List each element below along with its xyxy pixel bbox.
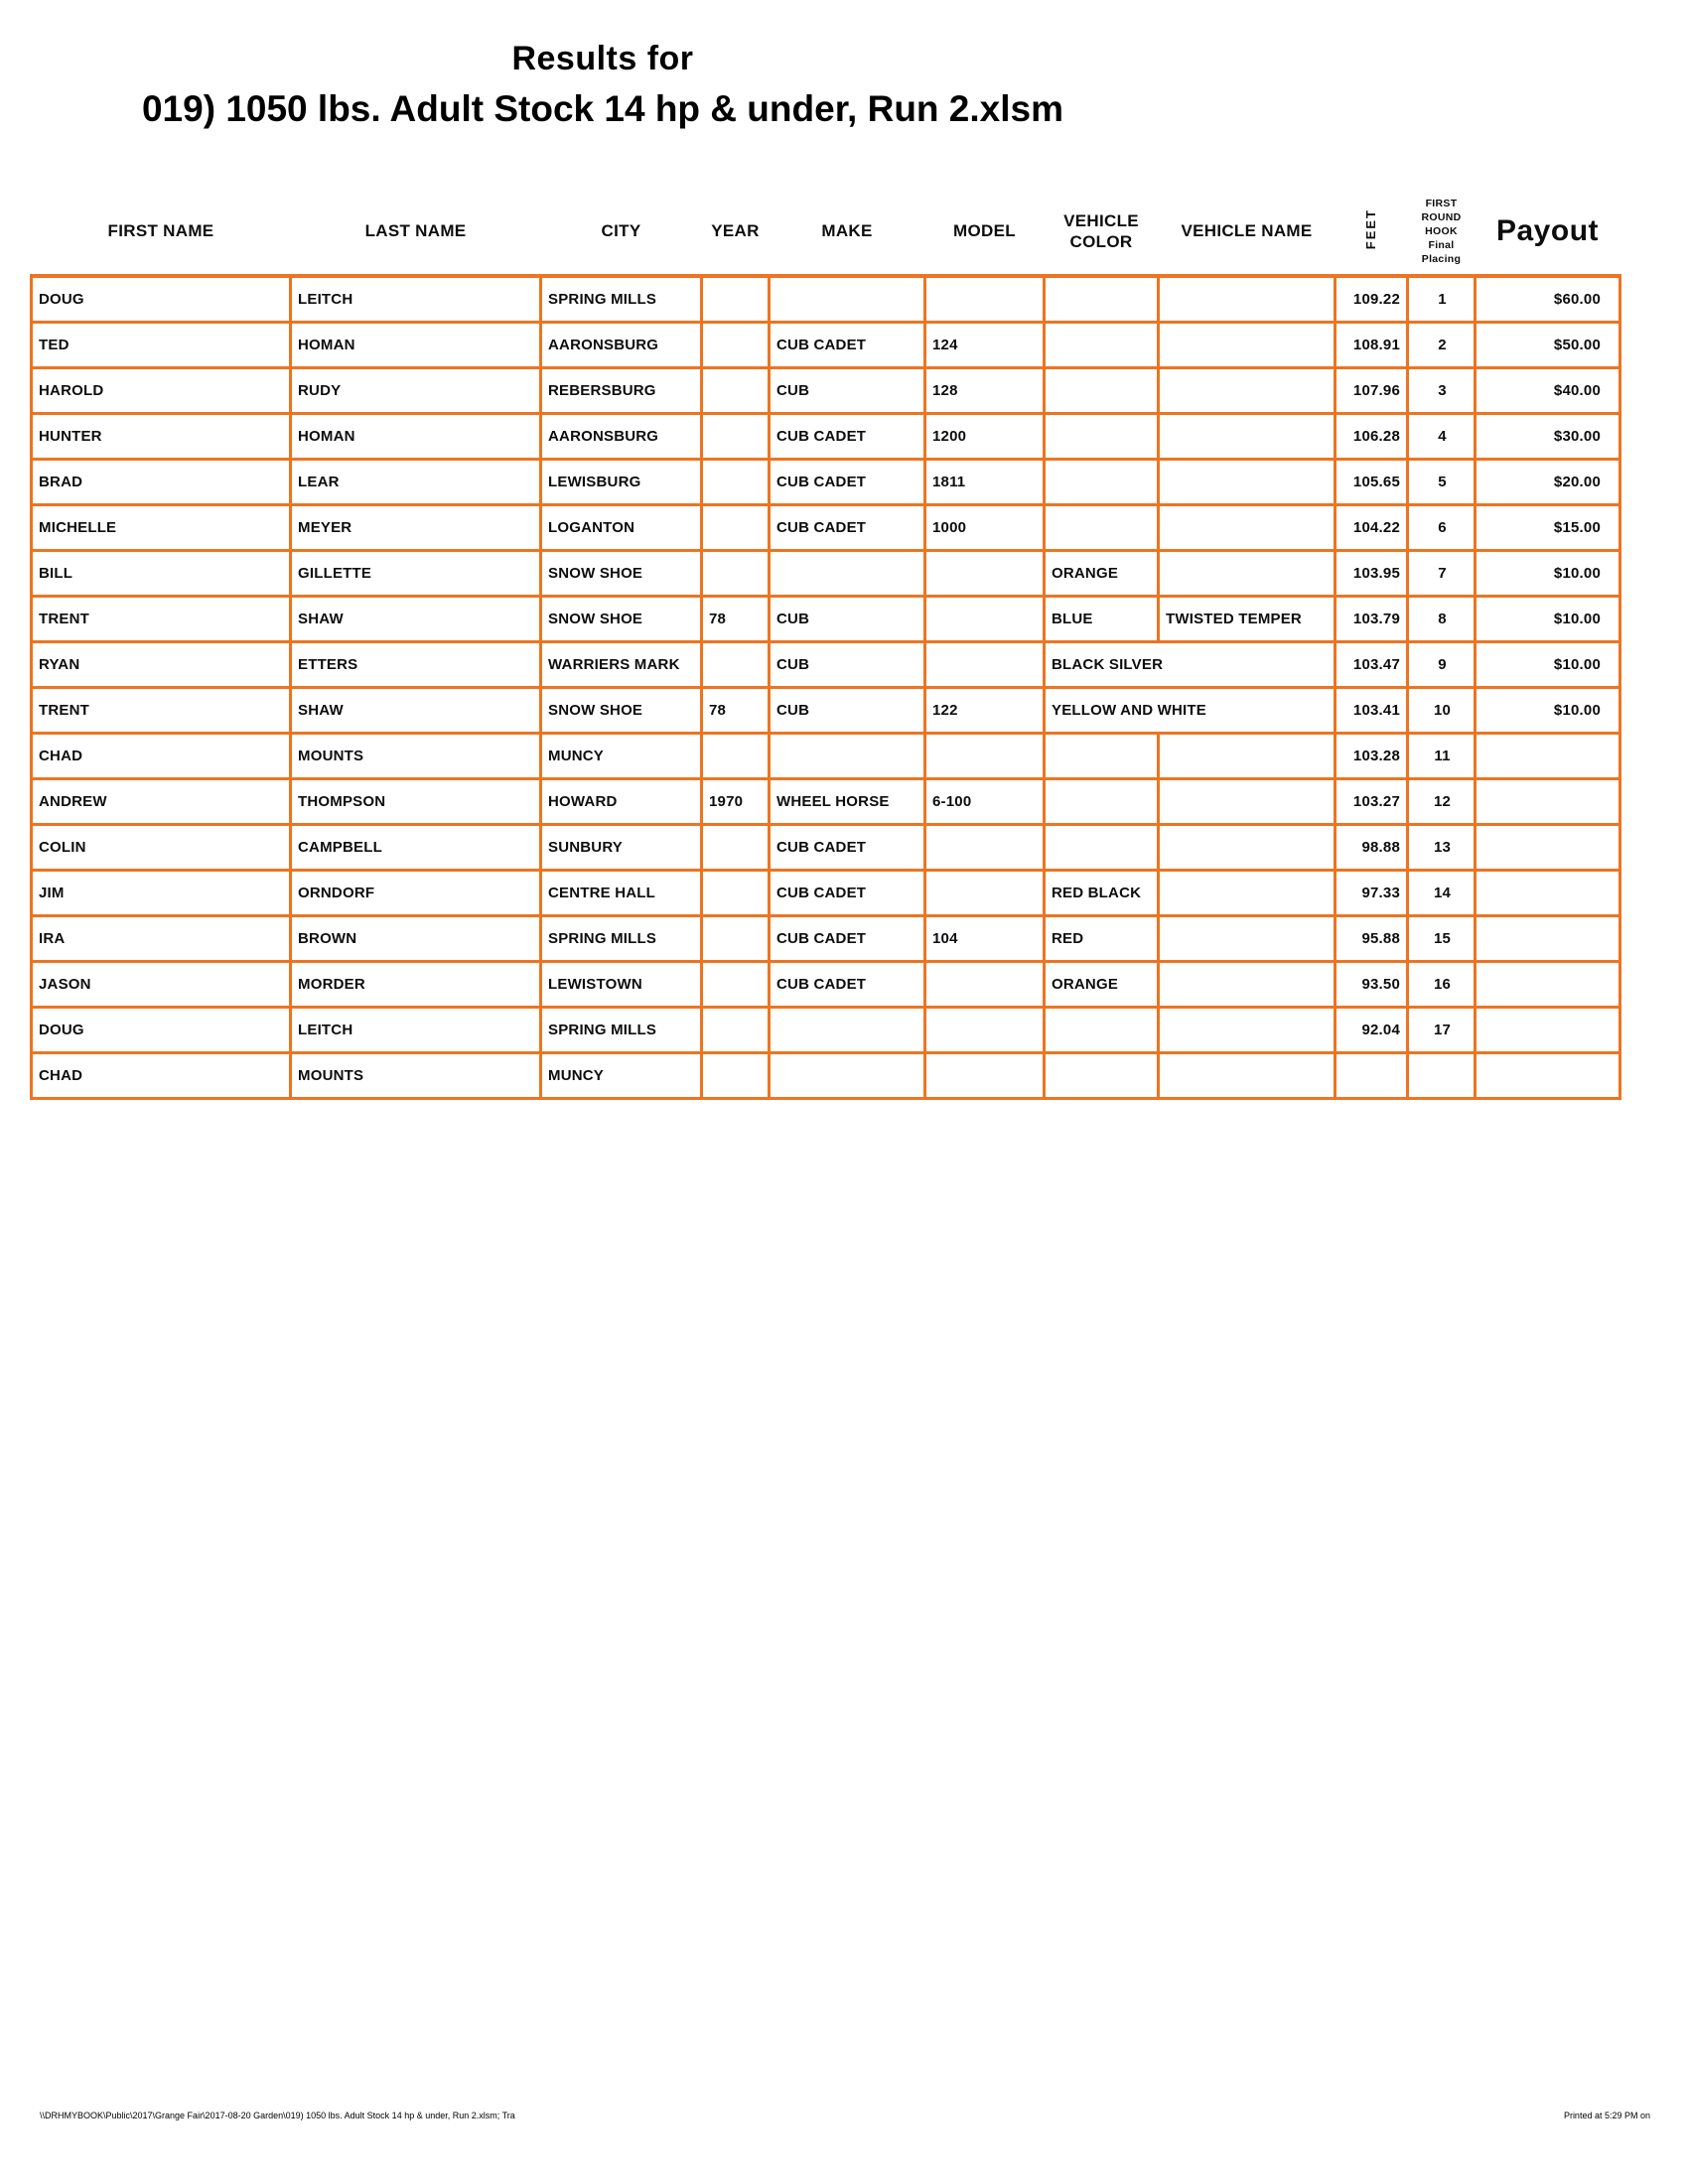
year-cell bbox=[702, 961, 770, 1007]
year-cell bbox=[702, 824, 770, 870]
table-row bbox=[32, 778, 1620, 824]
make-cell: CUB CADET bbox=[770, 413, 925, 459]
city-cell: LOGANTON bbox=[541, 504, 702, 550]
hook-header-line: Final bbox=[1428, 239, 1455, 252]
year-cell bbox=[702, 641, 770, 687]
first-name-cell: JASON bbox=[32, 961, 291, 1007]
model-cell bbox=[925, 1007, 1045, 1052]
column-header-feet bbox=[1336, 189, 1408, 276]
make-cell: CUB bbox=[770, 641, 925, 687]
last-name-cell: SHAW bbox=[291, 596, 541, 641]
vehicle-name-cell bbox=[1159, 778, 1336, 824]
payout-cell bbox=[1476, 824, 1620, 870]
feet-cell: 93.50 bbox=[1336, 961, 1408, 1007]
vehicle-color-cell: BLUE bbox=[1045, 596, 1159, 641]
feet-cell: 92.04 bbox=[1336, 1007, 1408, 1052]
vehicle-name-cell bbox=[1159, 276, 1336, 322]
year-cell bbox=[702, 1052, 770, 1098]
table-row bbox=[32, 733, 1620, 778]
model-cell: 104 bbox=[925, 915, 1045, 961]
column-header-hook-placing bbox=[1408, 189, 1476, 276]
placing-cell: 9 bbox=[1408, 641, 1476, 687]
model-cell bbox=[925, 596, 1045, 641]
payout-cell: $60.00 bbox=[1476, 276, 1620, 322]
vehicle-color-cell bbox=[1045, 778, 1159, 824]
table-row bbox=[32, 870, 1620, 915]
last-name-cell: LEAR bbox=[291, 459, 541, 504]
feet-cell: 103.27 bbox=[1336, 778, 1408, 824]
last-name-cell: THOMPSON bbox=[291, 778, 541, 824]
feet-cell bbox=[1336, 1052, 1408, 1098]
feet-cell: 109.22 bbox=[1336, 276, 1408, 322]
year-cell bbox=[702, 504, 770, 550]
make-cell: CUB CADET bbox=[770, 961, 925, 1007]
last-name-cell: CAMPBELL bbox=[291, 824, 541, 870]
vehicle-name-cell bbox=[1159, 550, 1336, 596]
placing-cell: 6 bbox=[1408, 504, 1476, 550]
placing-cell: 14 bbox=[1408, 870, 1476, 915]
vehicle-name-cell bbox=[1159, 961, 1336, 1007]
page-title-block bbox=[0, 40, 1205, 130]
results-table bbox=[30, 189, 1621, 1100]
table-row bbox=[32, 915, 1620, 961]
city-cell: REBERSBURG bbox=[541, 367, 702, 413]
placing-cell: 2 bbox=[1408, 322, 1476, 367]
make-cell: CUB bbox=[770, 687, 925, 733]
table-row bbox=[32, 961, 1620, 1007]
hook-header-line: ROUND bbox=[1421, 210, 1462, 223]
city-cell: HOWARD bbox=[541, 778, 702, 824]
payout-cell: $10.00 bbox=[1476, 687, 1620, 733]
model-cell bbox=[925, 870, 1045, 915]
year-cell: 78 bbox=[702, 596, 770, 641]
feet-cell: 103.79 bbox=[1336, 596, 1408, 641]
year-cell bbox=[702, 367, 770, 413]
first-name-cell: IRA bbox=[32, 915, 291, 961]
vehicle-name-cell bbox=[1159, 824, 1336, 870]
table-row bbox=[32, 504, 1620, 550]
city-cell: WARRIERS MARK bbox=[541, 641, 702, 687]
year-cell bbox=[702, 550, 770, 596]
vehicle-color-cell bbox=[1045, 322, 1159, 367]
payout-cell: $10.00 bbox=[1476, 641, 1620, 687]
last-name-cell: ETTERS bbox=[291, 641, 541, 687]
column-header-last-name: LAST NAME bbox=[291, 189, 541, 276]
vehicle-color-cell bbox=[1045, 1007, 1159, 1052]
make-cell: CUB bbox=[770, 367, 925, 413]
results-table-header bbox=[32, 189, 1620, 276]
last-name-cell: GILLETTE bbox=[291, 550, 541, 596]
make-cell: CUB CADET bbox=[770, 915, 925, 961]
vehicle-name-cell bbox=[1159, 870, 1336, 915]
model-cell bbox=[925, 961, 1045, 1007]
hook-header-line: Placing bbox=[1421, 253, 1462, 266]
city-cell: SUNBURY bbox=[541, 824, 702, 870]
vehicle-color-cell bbox=[1045, 733, 1159, 778]
vehicle-name-cell bbox=[1159, 1007, 1336, 1052]
last-name-cell: BROWN bbox=[291, 915, 541, 961]
column-header-vehicle-color: VEHICLE COLOR bbox=[1045, 189, 1159, 276]
vehicle-color-cell: ORANGE bbox=[1045, 961, 1159, 1007]
vehicle-name-cell bbox=[1159, 1052, 1336, 1098]
vehicle-name-cell bbox=[1159, 733, 1336, 778]
first-name-cell: COLIN bbox=[32, 824, 291, 870]
column-header-feet-label: FEET bbox=[1362, 207, 1378, 249]
vehicle-color-cell bbox=[1045, 1052, 1159, 1098]
payout-cell: $40.00 bbox=[1476, 367, 1620, 413]
model-cell bbox=[925, 824, 1045, 870]
city-cell: SNOW SHOE bbox=[541, 687, 702, 733]
placing-cell: 10 bbox=[1408, 687, 1476, 733]
placing-cell bbox=[1408, 1052, 1476, 1098]
results-table-body bbox=[32, 276, 1620, 1098]
feet-cell: 103.95 bbox=[1336, 550, 1408, 596]
vehicle-name-cell bbox=[1159, 915, 1336, 961]
first-name-cell: TRENT bbox=[32, 687, 291, 733]
vehicle-name-cell: TWISTED TEMPER bbox=[1159, 596, 1336, 641]
column-header-model: MODEL bbox=[925, 189, 1045, 276]
year-cell bbox=[702, 1007, 770, 1052]
last-name-cell: ORNDORF bbox=[291, 870, 541, 915]
column-header-city: CITY bbox=[541, 189, 702, 276]
model-cell: 1000 bbox=[925, 504, 1045, 550]
year-cell bbox=[702, 413, 770, 459]
placing-cell: 15 bbox=[1408, 915, 1476, 961]
placing-cell: 11 bbox=[1408, 733, 1476, 778]
table-row bbox=[32, 550, 1620, 596]
payout-cell: $30.00 bbox=[1476, 413, 1620, 459]
feet-cell: 103.41 bbox=[1336, 687, 1408, 733]
first-name-cell: BRAD bbox=[32, 459, 291, 504]
placing-cell: 12 bbox=[1408, 778, 1476, 824]
placing-cell: 1 bbox=[1408, 276, 1476, 322]
vehicle-name-cell bbox=[1159, 367, 1336, 413]
first-name-cell: ANDREW bbox=[32, 778, 291, 824]
placing-cell: 4 bbox=[1408, 413, 1476, 459]
model-cell: 1200 bbox=[925, 413, 1045, 459]
first-name-cell: JIM bbox=[32, 870, 291, 915]
vehicle-name-cell bbox=[1159, 322, 1336, 367]
column-header-make: MAKE bbox=[770, 189, 925, 276]
first-name-cell: CHAD bbox=[32, 1052, 291, 1098]
city-cell: SNOW SHOE bbox=[541, 596, 702, 641]
model-cell bbox=[925, 276, 1045, 322]
year-cell bbox=[702, 322, 770, 367]
payout-cell bbox=[1476, 733, 1620, 778]
vehicle-name-cell bbox=[1159, 504, 1336, 550]
column-header-first-name: FIRST NAME bbox=[32, 189, 291, 276]
feet-cell: 95.88 bbox=[1336, 915, 1408, 961]
first-name-cell: CHAD bbox=[32, 733, 291, 778]
model-cell: 1811 bbox=[925, 459, 1045, 504]
model-cell bbox=[925, 550, 1045, 596]
last-name-cell: MORDER bbox=[291, 961, 541, 1007]
table-row bbox=[32, 367, 1620, 413]
last-name-cell: SHAW bbox=[291, 687, 541, 733]
table-row bbox=[32, 413, 1620, 459]
payout-cell: $10.00 bbox=[1476, 596, 1620, 641]
model-cell: 124 bbox=[925, 322, 1045, 367]
city-cell: AARONSBURG bbox=[541, 413, 702, 459]
model-cell bbox=[925, 1052, 1045, 1098]
make-cell: CUB CADET bbox=[770, 459, 925, 504]
payout-cell: $10.00 bbox=[1476, 550, 1620, 596]
payout-cell bbox=[1476, 1007, 1620, 1052]
first-name-cell: DOUG bbox=[32, 1007, 291, 1052]
last-name-cell: MEYER bbox=[291, 504, 541, 550]
make-cell: CUB CADET bbox=[770, 322, 925, 367]
placing-cell: 17 bbox=[1408, 1007, 1476, 1052]
placing-cell: 8 bbox=[1408, 596, 1476, 641]
payout-cell: $50.00 bbox=[1476, 322, 1620, 367]
year-cell: 78 bbox=[702, 687, 770, 733]
model-cell: 128 bbox=[925, 367, 1045, 413]
make-cell bbox=[770, 1052, 925, 1098]
hook-header-line: FIRST bbox=[1425, 197, 1458, 209]
vehicle-color-cell bbox=[1045, 413, 1159, 459]
column-header-payout: Payout bbox=[1476, 189, 1620, 276]
year-cell bbox=[702, 276, 770, 322]
feet-cell: 107.96 bbox=[1336, 367, 1408, 413]
first-name-cell: MICHELLE bbox=[32, 504, 291, 550]
year-cell bbox=[702, 915, 770, 961]
feet-cell: 108.91 bbox=[1336, 322, 1408, 367]
page-title: Results for bbox=[511, 40, 694, 77]
make-cell bbox=[770, 276, 925, 322]
year-cell bbox=[702, 459, 770, 504]
placing-cell: 16 bbox=[1408, 961, 1476, 1007]
year-cell bbox=[702, 733, 770, 778]
last-name-cell: MOUNTS bbox=[291, 1052, 541, 1098]
table-row bbox=[32, 596, 1620, 641]
placing-cell: 7 bbox=[1408, 550, 1476, 596]
make-cell: CUB CADET bbox=[770, 504, 925, 550]
payout-cell bbox=[1476, 1052, 1620, 1098]
city-cell: SPRING MILLS bbox=[541, 276, 702, 322]
feet-cell: 97.33 bbox=[1336, 870, 1408, 915]
footer-printed-at: Printed at 5:29 PM on bbox=[1563, 2111, 1650, 2120]
feet-cell: 105.65 bbox=[1336, 459, 1408, 504]
header-row bbox=[32, 189, 1620, 276]
column-header-year: YEAR bbox=[702, 189, 770, 276]
make-cell: CUB CADET bbox=[770, 824, 925, 870]
payout-cell: $20.00 bbox=[1476, 459, 1620, 504]
table-row bbox=[32, 824, 1620, 870]
model-cell: 122 bbox=[925, 687, 1045, 733]
vehicle-color-cell bbox=[1045, 504, 1159, 550]
page-subtitle: 019) 1050 lbs. Adult Stock 14 hp & under, Run 2.xlsm bbox=[141, 88, 1064, 129]
city-cell: SPRING MILLS bbox=[541, 915, 702, 961]
last-name-cell: LEITCH bbox=[291, 276, 541, 322]
column-header-vehicle-name: VEHICLE NAME bbox=[1159, 189, 1336, 276]
first-name-cell: RYAN bbox=[32, 641, 291, 687]
make-cell bbox=[770, 1007, 925, 1052]
placing-cell: 5 bbox=[1408, 459, 1476, 504]
make-cell: CUB bbox=[770, 596, 925, 641]
year-cell bbox=[702, 870, 770, 915]
payout-cell bbox=[1476, 915, 1620, 961]
first-name-cell: TRENT bbox=[32, 596, 291, 641]
city-cell: LEWISTOWN bbox=[541, 961, 702, 1007]
last-name-cell: HOMAN bbox=[291, 322, 541, 367]
city-cell: MUNCY bbox=[541, 733, 702, 778]
vehicle-color-cell: YELLOW AND WHITE bbox=[1045, 687, 1336, 733]
year-cell: 1970 bbox=[702, 778, 770, 824]
vehicle-name-cell bbox=[1159, 413, 1336, 459]
vehicle-color-cell bbox=[1045, 276, 1159, 322]
vehicle-color-cell: RED bbox=[1045, 915, 1159, 961]
last-name-cell: MOUNTS bbox=[291, 733, 541, 778]
model-cell bbox=[925, 733, 1045, 778]
city-cell: AARONSBURG bbox=[541, 322, 702, 367]
vehicle-color-cell bbox=[1045, 459, 1159, 504]
footer-file-path: \\DRHMYBOOK\Public\2017\Grange Fair\2017-08-20 Garden\019) 1050 lbs. Adult Stock 14 hp & under, Run 2.xlsm; Tra bbox=[40, 2111, 515, 2120]
payout-cell bbox=[1476, 870, 1620, 915]
table-row bbox=[32, 641, 1620, 687]
make-cell bbox=[770, 733, 925, 778]
first-name-cell: HAROLD bbox=[32, 367, 291, 413]
first-name-cell: HUNTER bbox=[32, 413, 291, 459]
make-cell bbox=[770, 550, 925, 596]
feet-cell: 104.22 bbox=[1336, 504, 1408, 550]
vehicle-color-cell: ORANGE bbox=[1045, 550, 1159, 596]
payout-cell bbox=[1476, 778, 1620, 824]
city-cell: SPRING MILLS bbox=[541, 1007, 702, 1052]
first-name-cell: BILL bbox=[32, 550, 291, 596]
city-cell: CENTRE HALL bbox=[541, 870, 702, 915]
hook-header-line: HOOK bbox=[1425, 224, 1458, 237]
model-cell: 6-100 bbox=[925, 778, 1045, 824]
vehicle-name-cell bbox=[1159, 459, 1336, 504]
table-row bbox=[32, 687, 1620, 733]
city-cell: LEWISBURG bbox=[541, 459, 702, 504]
make-cell: CUB CADET bbox=[770, 870, 925, 915]
feet-cell: 98.88 bbox=[1336, 824, 1408, 870]
city-cell: SNOW SHOE bbox=[541, 550, 702, 596]
last-name-cell: RUDY bbox=[291, 367, 541, 413]
vehicle-color-cell: RED BLACK bbox=[1045, 870, 1159, 915]
model-cell bbox=[925, 641, 1045, 687]
payout-cell: $15.00 bbox=[1476, 504, 1620, 550]
first-name-cell: TED bbox=[32, 322, 291, 367]
feet-cell: 103.47 bbox=[1336, 641, 1408, 687]
vehicle-color-cell: BLACK SILVER bbox=[1045, 641, 1336, 687]
payout-cell bbox=[1476, 961, 1620, 1007]
feet-cell: 106.28 bbox=[1336, 413, 1408, 459]
city-cell: MUNCY bbox=[541, 1052, 702, 1098]
make-cell: WHEEL HORSE bbox=[770, 778, 925, 824]
feet-cell: 103.28 bbox=[1336, 733, 1408, 778]
table-row bbox=[32, 276, 1620, 322]
last-name-cell: LEITCH bbox=[291, 1007, 541, 1052]
placing-cell: 3 bbox=[1408, 367, 1476, 413]
table-row bbox=[32, 322, 1620, 367]
table-row bbox=[32, 459, 1620, 504]
last-name-cell: HOMAN bbox=[291, 413, 541, 459]
table-row bbox=[32, 1052, 1620, 1098]
vehicle-color-cell bbox=[1045, 367, 1159, 413]
table-row bbox=[32, 1007, 1620, 1052]
vehicle-color-cell bbox=[1045, 824, 1159, 870]
first-name-cell: DOUG bbox=[32, 276, 291, 322]
placing-cell: 13 bbox=[1408, 824, 1476, 870]
